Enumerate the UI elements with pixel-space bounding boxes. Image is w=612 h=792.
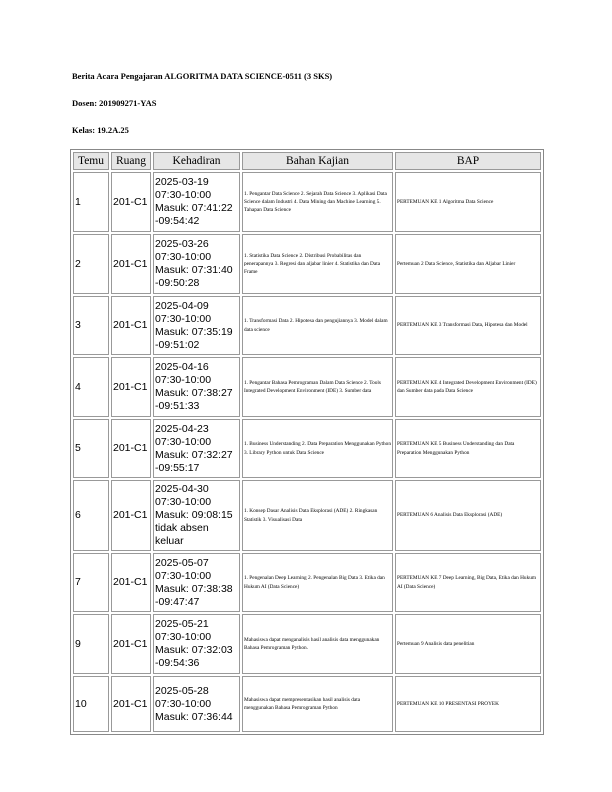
cell-ruang: 201-C1 xyxy=(111,234,151,294)
kehadiran-checkin: Masuk: 07:35:19 xyxy=(155,325,233,338)
kehadiran-date: 2025-04-09 xyxy=(155,299,209,312)
class-line: Kelas: 19.2A.25 xyxy=(72,125,129,135)
cell-ruang: 201-C1 xyxy=(111,172,151,232)
kehadiran-checkout: -09:54:36 xyxy=(155,657,200,669)
cell-bahan-kajian: 1. Statistika Data Science 2. Distribusi Probabilitas dan penerapannya 3. Regresi dan aljabar linier 4. Statistika dan Data Frame xyxy=(242,234,393,294)
cell-temu: 6 xyxy=(73,480,109,551)
kehadiran-checkin: Masuk: 07:36:44 xyxy=(155,710,233,723)
kehadiran-date: 2025-03-19 xyxy=(155,176,209,188)
cell-bap: Pertemuan 9 Analisis data penelitian xyxy=(395,614,541,674)
kehadiran-checkout: -09:51:33 xyxy=(155,400,200,412)
cell-bap: PERTEMUAN KE 4 Integrated Development Environment (IDE) dan Sumber data pada Data Science xyxy=(395,357,541,417)
cell-ruang: 201-C1 xyxy=(111,553,151,612)
cell-bahan-kajian: 1. Pengantar Bahasa Pemrograman Dalam Data Science 2. Tools Integrated Development Environment (IDE) 3. Sumber data xyxy=(242,357,393,417)
cell-kehadiran xyxy=(153,614,240,674)
kehadiran-checkout: -09:47:47 xyxy=(155,595,200,608)
cell-bap: PERTEMUAN KE 5 Business Understanding dan Data Preparation Menggunakan Python xyxy=(395,419,541,478)
kehadiran-schedule: 07:30-10:00 xyxy=(155,435,212,448)
kehadiran-note: tidak absen xyxy=(155,522,209,534)
cell-temu: 2 xyxy=(73,234,109,294)
kehadiran-schedule: 07:30-10:00 xyxy=(155,697,212,710)
kehadiran-date: 2025-05-07 xyxy=(155,556,209,569)
kehadiran-checkout: -09:50:28 xyxy=(155,277,200,289)
kehadiran-checkout: -09:55:17 xyxy=(155,461,200,474)
cell-temu: 3 xyxy=(73,296,109,355)
cell-bap: PERTEMUAN 6 Analisis Data Eksplorasi (ADE) xyxy=(395,480,541,551)
column-header-ruang: Ruang xyxy=(111,152,151,170)
kehadiran-date: 2025-04-30 xyxy=(155,483,209,495)
cell-ruang: 201-C1 xyxy=(111,614,151,674)
cell-bap: Pertemuan 2 Data Science, Statistika dan Aljabar Linier xyxy=(395,234,541,294)
kehadiran-date: 2025-03-26 xyxy=(155,238,209,250)
cell-temu: 7 xyxy=(73,553,109,612)
course-title: Berita Acara Pengajaran ALGORITMA DATA SCIENCE-0511 (3 SKS) xyxy=(72,71,333,81)
cell-bap: PERTEMUAN KE 7 Deep Learning, Big Data, Etika dan Hukum AI (Data Science) xyxy=(395,553,541,612)
table-row xyxy=(73,614,541,674)
cell-temu: 4 xyxy=(73,357,109,417)
table-row xyxy=(73,234,541,294)
cell-kehadiran xyxy=(153,676,240,732)
cell-ruang: 201-C1 xyxy=(111,480,151,551)
kehadiran-schedule: 07:30-10:00 xyxy=(155,251,212,263)
table-row xyxy=(73,553,541,612)
kehadiran-checkin: Masuk: 07:32:27 xyxy=(155,448,233,461)
cell-ruang: 201-C1 xyxy=(111,357,151,417)
kehadiran-checkin: Masuk: 07:31:40 xyxy=(155,264,233,276)
kehadiran-checkin: Masuk: 07:32:03 xyxy=(155,644,233,656)
cell-ruang: 201-C1 xyxy=(111,296,151,355)
kehadiran-date: 2025-05-21 xyxy=(155,618,209,630)
kehadiran-schedule: 07:30-10:00 xyxy=(155,374,212,386)
table-row xyxy=(73,296,541,355)
cell-kehadiran xyxy=(153,357,240,417)
cell-bap: PERTEMUAN KE 1 Algoritma Data Science xyxy=(395,172,541,232)
kehadiran-checkin: Masuk: 07:41:22 xyxy=(155,202,233,214)
table-header-row xyxy=(73,152,541,170)
kehadiran-schedule: 07:30-10:00 xyxy=(155,189,212,201)
table-row xyxy=(73,357,541,417)
cell-kehadiran xyxy=(153,480,240,551)
kehadiran-checkin: Masuk: 09:08:15 xyxy=(155,509,233,521)
kehadiran-schedule: 07:30-10:00 xyxy=(155,631,212,643)
kehadiran-schedule: 07:30-10:00 xyxy=(155,496,212,508)
kehadiran-date: 2025-04-23 xyxy=(155,422,209,435)
cell-bahan-kajian: 1. Pengenalan Deep Learning 2. Pengenalan Big Data 3. Etika dan Hukum AI (Data Science) xyxy=(242,553,393,612)
table-row xyxy=(73,480,541,551)
kehadiran-date: 2025-04-16 xyxy=(155,361,209,373)
kehadiran-date: 2025-05-28 xyxy=(155,684,209,697)
cell-kehadiran xyxy=(153,234,240,294)
kehadiran-checkin: Masuk: 07:38:38 xyxy=(155,582,233,595)
cell-bap: PERTEMUAN KE 10 PRESENTASI PROYEK xyxy=(395,676,541,732)
cell-kehadiran xyxy=(153,172,240,232)
cell-temu: 1 xyxy=(73,172,109,232)
kehadiran-checkout: -09:54:42 xyxy=(155,215,200,227)
column-header-bap: BAP xyxy=(395,152,541,170)
cell-bahan-kajian: 1. Transformasi Data 2. Hipotesa dan pengujiannya 3. Model dalam data science xyxy=(242,296,393,355)
attendance-table xyxy=(70,149,544,735)
lecturer-line: Dosen: 201909271-YAS xyxy=(72,98,157,108)
kehadiran-schedule: 07:30-10:00 xyxy=(155,569,212,582)
cell-temu: 5 xyxy=(73,419,109,478)
column-header-kehadiran: Kehadiran xyxy=(153,152,240,170)
cell-temu: 9 xyxy=(73,614,109,674)
cell-bap: PERTEMUAN KE 3 Transformasi Data, Hipotesa dan Model xyxy=(395,296,541,355)
column-header-temu: Temu xyxy=(73,152,109,170)
kehadiran-note: keluar xyxy=(155,535,184,547)
table-row xyxy=(73,676,541,732)
cell-ruang: 201-C1 xyxy=(111,676,151,732)
cell-temu: 10 xyxy=(73,676,109,732)
kehadiran-checkout: -09:51:02 xyxy=(155,338,200,351)
cell-kehadiran xyxy=(153,296,240,355)
cell-bahan-kajian: Mahasiswa dapat menganalisis hasil analisis data menggunakan Bahasa Pemrograman Python. xyxy=(242,614,393,674)
cell-kehadiran xyxy=(153,553,240,612)
cell-ruang: 201-C1 xyxy=(111,419,151,478)
table-row xyxy=(73,419,541,478)
table-row xyxy=(73,172,541,232)
column-header-bahan-kajian: Bahan Kajian xyxy=(242,152,393,170)
cell-kehadiran xyxy=(153,419,240,478)
cell-bahan-kajian: Mahasiswa dapat mempresentasikan hasil analisis data menggunakan Bahasa Pemrograman Python xyxy=(242,676,393,732)
kehadiran-checkin: Masuk: 07:38:27 xyxy=(155,387,233,399)
cell-bahan-kajian: 1. Pengantar Data Science 2. Sejarah Data Science 3. Aplikasi Data Science dalam Industri 4. Data Mining dan Machine Learning 5. Tahapan Data Science xyxy=(242,172,393,232)
kehadiran-schedule: 07:30-10:00 xyxy=(155,312,212,325)
cell-bahan-kajian: 1. Business Understanding 2. Data Preparation Menggunakan Python 3. Library Python untuk Data Science xyxy=(242,419,393,478)
cell-bahan-kajian: 1. Konsep Dasar Analisis Data Eksplorasi (ADE) 2. Ringkasan Statistik 3. Visualisasi Data xyxy=(242,480,393,551)
